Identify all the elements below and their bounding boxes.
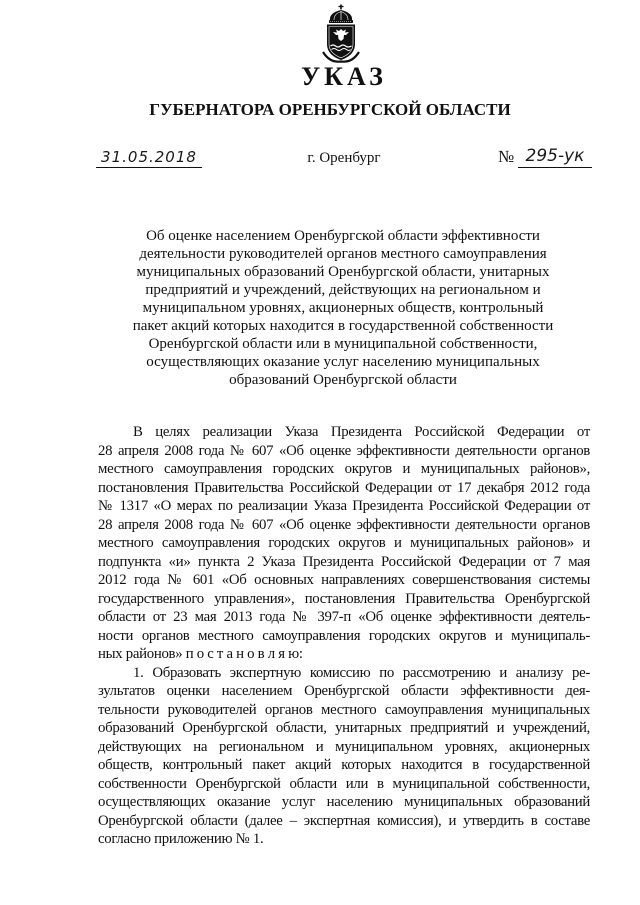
title-line: муниципальном уровнях, акционерных обществ, контрольный xyxy=(142,300,544,316)
title-line: предприятий и учреждений, действующих на региональном и xyxy=(145,282,541,298)
title-line: муниципальных образований Оренбургской области, унитарных xyxy=(136,264,550,280)
body-line: 2012 года № 601 «Об основных направлениях совершенствования системы xyxy=(98,572,590,588)
coat-of-arms-icon xyxy=(320,4,362,64)
body-line: постановления Правительства Российской Федерации от 17 декабря 2012 года xyxy=(98,479,590,496)
document-title xyxy=(98,227,588,389)
body-line: Оренбургской области (далее – экспертная комиссия), и утвердить в составе xyxy=(98,812,590,829)
body-line: зультатов оценки населением Оренбургской области эффективности дея- xyxy=(98,683,590,699)
coat-of-arms-icon xyxy=(320,4,362,64)
issuer-title: ГУБЕРНАТОРА ОРЕНБУРГСКОЙ ОБЛАСТИ xyxy=(149,100,511,119)
title-line: образований Оренбургской области xyxy=(229,372,457,388)
document-body xyxy=(98,423,590,849)
document-type: УКАЗ xyxy=(301,62,387,91)
document-date: 31.05.2018 xyxy=(96,147,202,168)
body-line: 1. Образовать экспертную комиссию по рассмотрению и анализу ре- xyxy=(133,664,590,681)
title-line: Об оценке населением Оренбургской области эффективности xyxy=(146,228,540,244)
body-line: действующих на региональном и муниципальном уровнях, акционерных xyxy=(98,738,590,755)
body-line: тельности руководителей органов местного самоуправления муниципальных xyxy=(98,701,590,718)
body-line: местного самоуправления городских округов и муниципальных районов», xyxy=(98,461,590,477)
title-line: деятельности руководителей органов местного самоуправления xyxy=(139,246,547,262)
body-line: области от 23 мая 2013 года № 397-п «Об оценке эффективности деятель- xyxy=(98,609,590,625)
body-line: обществ, контрольный пакет акций которых находится в государственной xyxy=(98,757,590,773)
body-line: образований Оренбургской области, унитарных предприятий и учреждений, xyxy=(98,720,590,736)
number-sign: № xyxy=(498,147,515,166)
body-line: В целях реализации Указа Президента Российской Федерации от xyxy=(133,424,590,440)
title-line: осуществляющих оказание услуг населению муниципальных xyxy=(146,354,540,370)
body-line: ных районов» п о с т а н о в л я ю: xyxy=(98,646,303,662)
body-line: согласно приложению № 1. xyxy=(98,831,264,847)
body-line: 28 апреля 2008 года № 607 «Об оценке эффективности деятельности органов xyxy=(98,516,590,533)
body-line: № 1317 «О мерах по реализации Указа Президента Российской Федерации от xyxy=(98,498,590,514)
document-number: 295-ук xyxy=(518,146,592,168)
body-line: ности органов местного самоуправления городских округов и муниципаль- xyxy=(98,627,590,644)
paragraph-preamble xyxy=(98,423,590,664)
paragraph-item-1 xyxy=(98,664,590,849)
body-line: 28 апреля 2008 года № 607 «Об оценке эффективности деятельности органов xyxy=(98,442,590,459)
body-line: осуществляющих оказание услуг населению муниципальных образований xyxy=(98,794,590,810)
document-city: г. Оренбург xyxy=(307,150,381,166)
title-line: Оренбургской области или в муниципальной собственности, xyxy=(148,336,538,352)
body-line: местного самоуправления городских округов и муниципальных районов» и xyxy=(98,535,590,551)
body-line: собственности Оренбургской области или в муниципальной собственности, xyxy=(98,775,590,792)
body-line: государственного управления», постановления Правительства Оренбургской xyxy=(98,590,590,607)
title-line: пакет акций которых находится в государственной собственности xyxy=(132,318,554,334)
body-line: подпункта «и» пункта 2 Указа Президента Российской Федерации от 7 мая xyxy=(98,553,590,570)
